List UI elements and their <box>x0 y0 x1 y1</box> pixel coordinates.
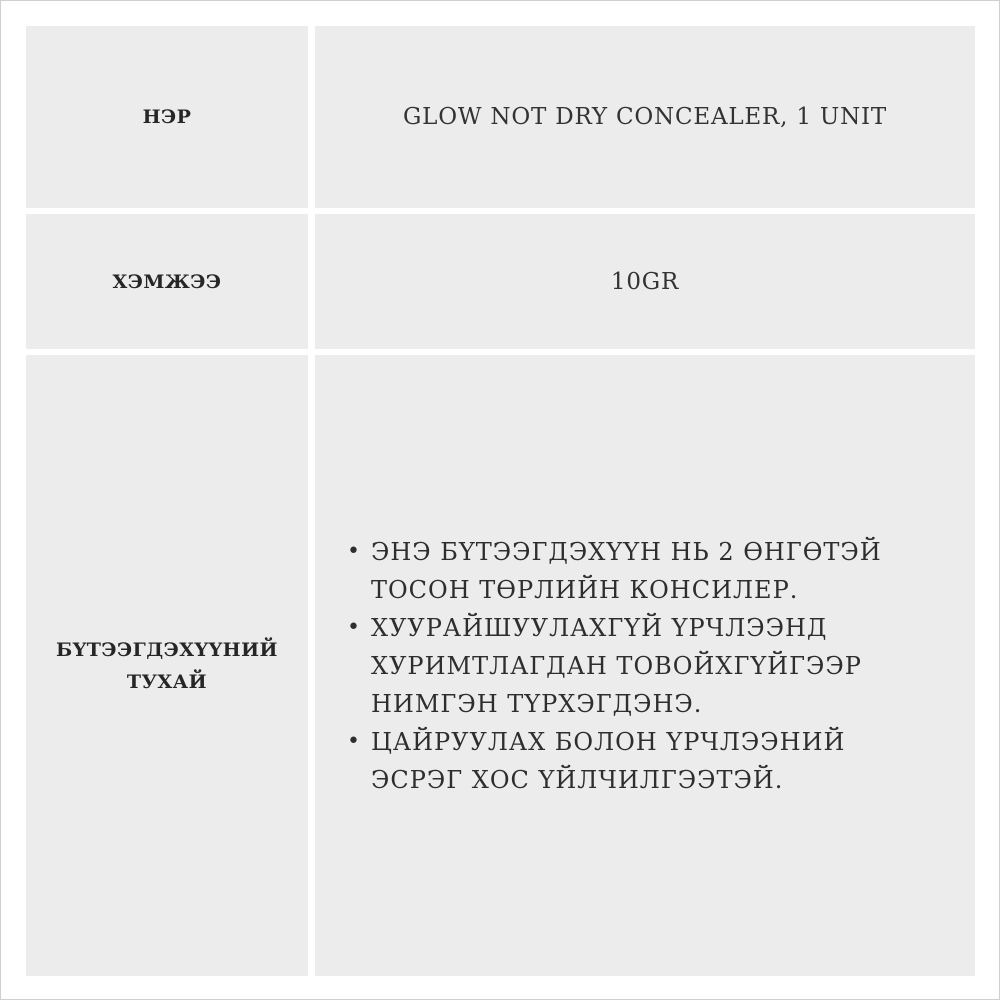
list-item <box>341 533 931 609</box>
about-label-line1: БҮТЭЭГДЭХҮҮНИЙ <box>55 638 278 661</box>
about-bullet-list <box>315 533 931 799</box>
name-label: НЭР <box>142 106 192 128</box>
name-value-cell <box>315 26 975 208</box>
size-value-cell <box>315 214 975 349</box>
product-size: 10GR <box>610 268 680 295</box>
bullet-icon: • <box>347 538 361 564</box>
list-item <box>341 723 931 799</box>
size-label-cell <box>26 214 308 349</box>
about-label <box>56 634 278 698</box>
bullet-icon: • <box>347 614 361 640</box>
about-value-cell <box>315 355 975 976</box>
size-label: ХЭМЖЭЭ <box>112 270 222 293</box>
about-label-cell <box>26 355 308 976</box>
bullet-text: ХУУРАЙШУУЛАХГҮЙ ҮРЧЛЭЭНД ХУРИМТЛАГДАН ТОВОЙХГҮЙГЭЭР НИМГЭН ТҮРХЭГДЭНЭ. <box>371 613 862 718</box>
bullet-text: ЭНЭ БҮТЭЭГДЭХҮҮН НЬ 2 ӨНГӨТЭЙ ТОСОН ТӨРЛИЙН КОНСИЛЕР. <box>371 537 882 604</box>
product-name: GLOW NOT DRY CONCEALER, 1 UNIT <box>402 104 888 130</box>
bullet-icon: • <box>347 728 361 754</box>
list-item <box>341 609 931 723</box>
name-label-cell <box>26 26 308 208</box>
about-label-line2: ТУХАЙ <box>126 670 208 693</box>
bullet-text: ЦАЙРУУЛАХ БОЛОН ҮРЧЛЭЭНИЙ ЭСРЭГ ХОС ҮЙЛЧИЛГЭЭТЭЙ. <box>371 727 846 794</box>
